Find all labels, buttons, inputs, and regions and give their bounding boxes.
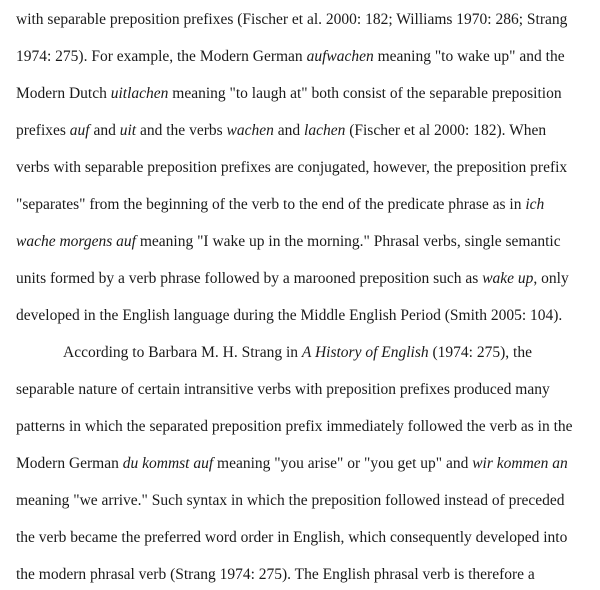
text-line	[16, 306, 562, 326]
text-line	[16, 380, 550, 400]
text-run: with separable preposition prefixes (Fischer et al. 2000: 182; Williams 1970: 286; Strang	[16, 11, 568, 28]
text-run: meaning "to laugh at" both consist of the separable preposition	[168, 85, 562, 102]
text-line	[16, 528, 567, 548]
text-line	[16, 491, 565, 511]
text-run: verbs with separable preposition prefixes are conjugated, however, the preposition prefix	[16, 159, 568, 176]
text-run: and	[273, 122, 305, 139]
text-line	[16, 121, 546, 141]
text-run: According to Barbara M. H. Strang in	[63, 344, 302, 361]
text-run: meaning "you arise" or "you get up" and	[213, 455, 473, 472]
italic-text: wache morgens auf	[16, 233, 136, 250]
text-line	[16, 158, 567, 178]
italic-text: uitlachen	[110, 85, 169, 102]
text-run: the verb became the preferred word order in English, which consequently developed into	[16, 529, 568, 546]
text-line	[16, 417, 573, 437]
text-run: developed in the English language during the Middle English Period (Smith 2005: 104).	[16, 307, 563, 324]
text-line	[16, 232, 561, 252]
text-line	[16, 195, 544, 215]
text-run: meaning "to wake up" and the	[373, 48, 565, 65]
text-run: (Fischer et al 2000: 182). When	[345, 122, 547, 139]
text-run: units formed by a verb phrase followed by a marooned preposition such as	[16, 270, 483, 287]
text-run: and the verbs	[136, 122, 227, 139]
text-run: and	[89, 122, 120, 139]
text-line	[16, 269, 569, 289]
text-run: the modern phrasal verb (Strang 1974: 275). The English phrasal verb is therefore a	[16, 566, 535, 583]
italic-text: wir kommen an	[472, 455, 568, 472]
italic-text: wake up	[482, 270, 534, 287]
text-run: meaning "I wake up in the morning." Phrasal verbs, single semantic	[135, 233, 561, 250]
text-line-paragraph-start	[63, 343, 532, 363]
italic-text: du kommst auf	[122, 455, 214, 472]
text-run: "separates" from the beginning of the verb to the end of the predicate phrase as in	[16, 196, 526, 213]
text-run: Modern Dutch	[16, 85, 111, 102]
text-run: meaning "we arrive." Such syntax in which the preposition followed instead of preceded	[16, 492, 565, 509]
text-run: Modern German	[16, 455, 123, 472]
text-line	[16, 10, 567, 30]
italic-text: lachen	[304, 122, 346, 139]
text-run: patterns in which the separated preposition prefix immediately followed the verb as in the	[16, 418, 573, 435]
text-run: separable nature of certain intransitive verbs with preposition prefixes produced many	[16, 381, 550, 398]
italic-text: wachen	[226, 122, 274, 139]
italic-text: uit	[119, 122, 137, 139]
text-run: prefixes	[16, 122, 70, 139]
text-line	[16, 84, 562, 104]
italic-text: ich	[525, 196, 545, 213]
text-run: , only	[533, 270, 569, 287]
italic-text: aufwachen	[306, 48, 374, 65]
text-line	[16, 47, 565, 67]
italic-text: auf	[69, 122, 90, 139]
text-line	[16, 565, 535, 585]
text-run: (1974: 275), the	[428, 344, 532, 361]
text-line	[16, 454, 568, 474]
italic-text: A History of English	[301, 344, 429, 361]
text-run: 1974: 275). For example, the Modern German	[16, 48, 307, 65]
